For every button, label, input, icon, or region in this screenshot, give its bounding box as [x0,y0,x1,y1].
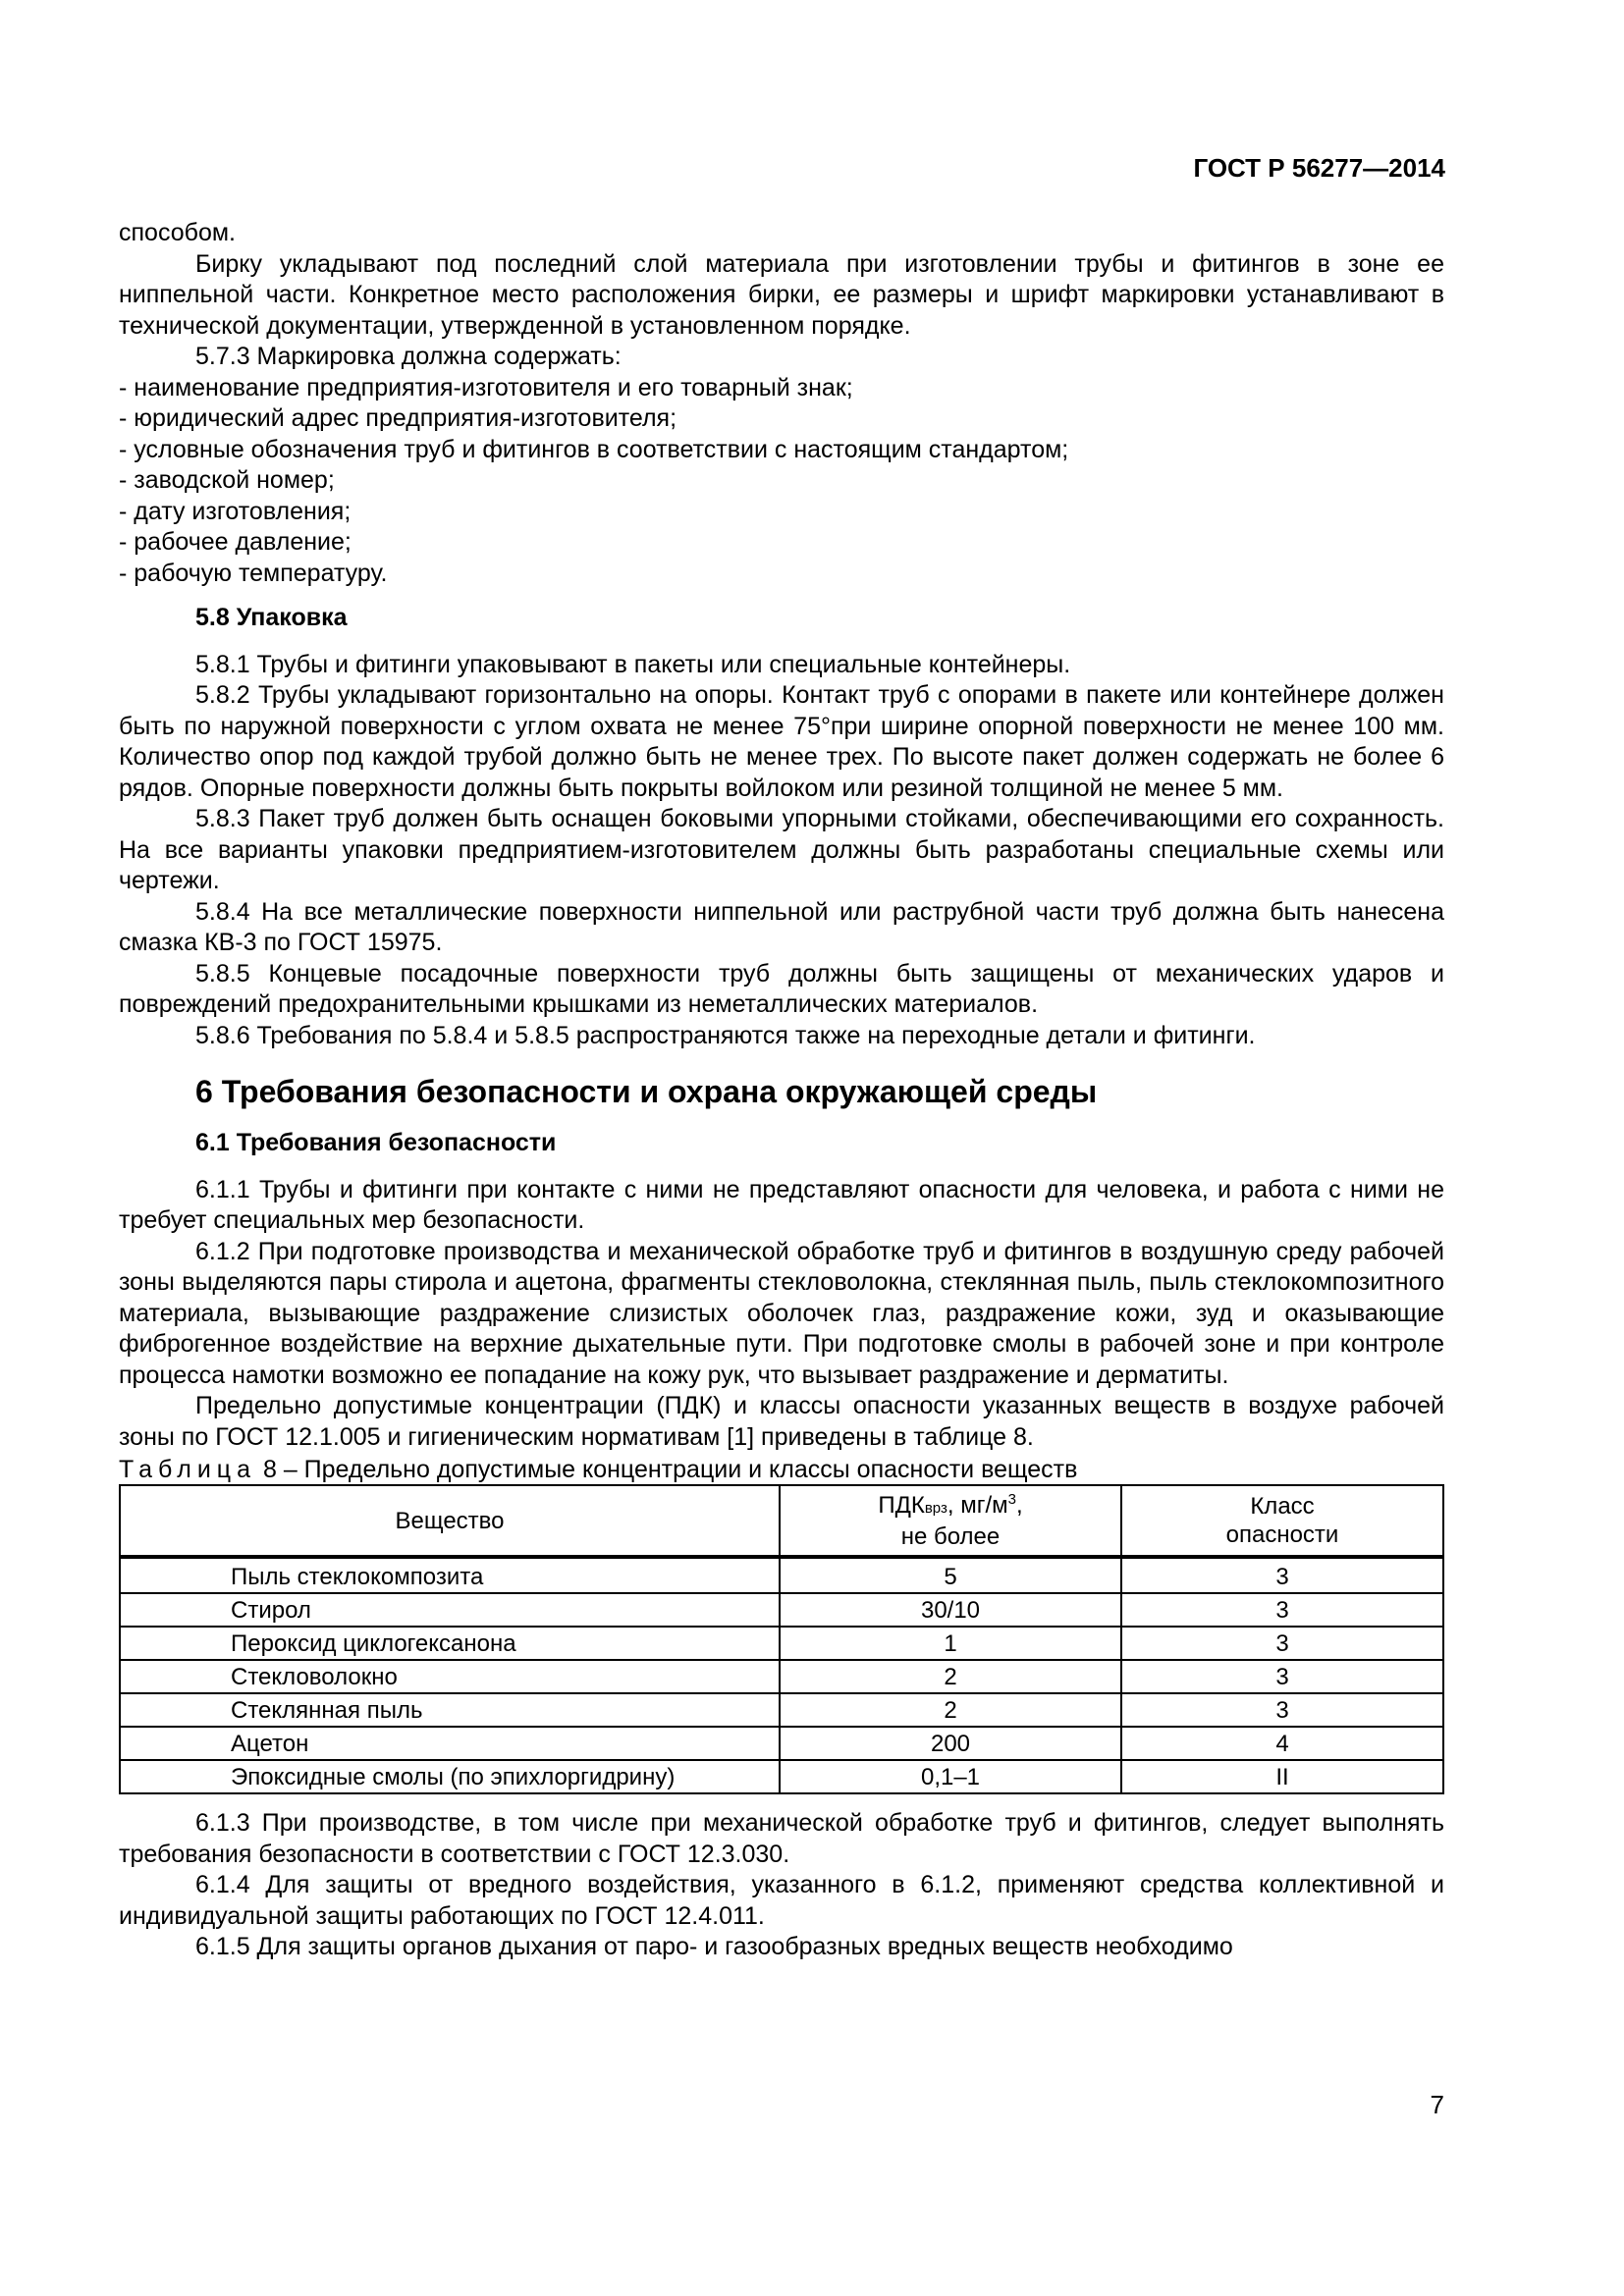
list-item: - юридический адрес предприятия-изготовителя; [119,404,677,432]
list-item: - рабочее давление; [119,528,352,556]
header-pdk [780,1485,1121,1557]
cell-substance: Эпоксидные смолы (по эпихлоргидрину) [120,1760,780,1793]
header-class [1121,1485,1443,1557]
section-heading-6: 6 Требования безопасности и охрана окружающей среды [195,1074,1098,1109]
header-pdk-tail: , [1015,1491,1023,1519]
cell-pdk: 1 [780,1627,1121,1660]
paragraph-continuation: способом. [119,219,236,246]
header-pdk-line2: не более [900,1522,1001,1550]
header-pdk-sup: 3 [1007,1490,1016,1508]
table-row [120,1727,1443,1760]
cell-pdk: 2 [780,1693,1121,1727]
table-caption-text: 8 – Предельно допустимые концентрации и классы опасности веществ [262,1456,1078,1483]
cell-pdk: 30/10 [780,1593,1121,1627]
table-header-row [120,1485,1443,1557]
cell-pdk: 200 [780,1727,1121,1760]
cell-pdk: 2 [780,1660,1121,1693]
header-substance: Вещество [120,1485,780,1557]
cell-class: II [1121,1760,1443,1793]
list-item: - дату изготовления; [119,497,352,525]
header-pdk-main: ПДК [878,1491,925,1519]
table-8 [119,1484,1444,1794]
paragraph-5-8-1: 5.8.1 Трубы и фитинги упаковывают в пакеты или специальные контейнеры. [195,650,1071,678]
header-pdk-unit: , мг/м [947,1491,1008,1519]
document-body [119,218,1444,1963]
header-pdk-sub: врз [924,1499,947,1517]
paragraph-6-1-4: 6.1.4 Для защиты от вредного воздействия, указанного в 6.1.2, применяют средства коллективной и индивидуальной защиты работающих по ГОСТ 12.4.011. [119,1871,1444,1930]
cell-substance: Стирол [120,1593,780,1627]
cell-class: 4 [1121,1727,1443,1760]
section-heading-6-1: 6.1 Требования безопасности [195,1129,557,1156]
list-item: - рабочую температуру. [119,559,388,587]
section-heading-5-8: 5.8 Упаковка [195,604,348,631]
table-row [120,1660,1443,1693]
cell-pdk: 5 [780,1557,1121,1593]
paragraph-5-8-5: 5.8.5 Концевые посадочные поверхности труб должны быть защищены от механических ударов и повреждений предохранительными крышками из неметаллических материалов. [119,959,1444,1018]
paragraph-pdk: Предельно допустимые концентрации (ПДК) и классы опасности указанных веществ в воздухе рабочей зоны по ГОСТ 12.1.005 и гигиеническим нормативам [1] приведены в таблице 8. [119,1392,1444,1451]
cell-class: 3 [1121,1593,1443,1627]
paragraph-5-7-3: 5.7.3 Маркировка должна содержать: [195,343,622,370]
header-class-line1: Класс [1250,1493,1315,1520]
paragraph-6-1-1: 6.1.1 Трубы и фитинги при контакте с ними не представляют опасности для человека, и работа с ними не требует специальных мер безопасности. [119,1175,1444,1234]
paragraph-6-1-5: 6.1.5 Для защиты органов дыхания от паро- и газообразных вредных веществ необходимо [195,1933,1233,1960]
cell-class: 3 [1121,1627,1443,1660]
cell-pdk: 0,1–1 [780,1760,1121,1793]
cell-class: 3 [1121,1557,1443,1593]
paragraph-6-1-3: 6.1.3 При производстве, в том числе при механической обработке труб и фитингов, следует выполнять требования безопасности в соответствии с ГОСТ 12.3.030. [119,1809,1444,1868]
header-class-line2: опасности [1225,1522,1339,1548]
paragraph-5-8-4: 5.8.4 На все металлические поверхности ниппельной или раструбной части труб должна быть нанесена смазка КВ-3 по ГОСТ 15975. [119,897,1444,956]
table-row [120,1627,1443,1660]
list-item: - условные обозначения труб и фитингов в соответствии с настоящим стандартом; [119,435,1069,463]
cell-substance: Стекловолокно [120,1660,780,1693]
paragraph-5-8-6: 5.8.6 Требования по 5.8.4 и 5.8.5 распространяются также на переходные детали и фитинги. [195,1021,1256,1049]
cell-substance: Пероксид циклогексанона [120,1627,780,1660]
list-item: - наименование предприятия-изготовителя и его товарный знак; [119,373,853,401]
page-number: 7 [1430,2090,1444,2119]
table-row [120,1593,1443,1627]
paragraph-5-8-3: 5.8.3 Пакет труб должен быть оснащен боковыми упорными стойками, обеспечивающими его сохранность. На все варианты упаковки предприятием-изготовителем должны быть разработаны специальные схемы или чертежи. [119,805,1444,894]
table-row [120,1760,1443,1793]
cell-class: 3 [1121,1693,1443,1727]
cell-substance: Стеклянная пыль [120,1693,780,1727]
table-caption-word: Таблица [119,1456,257,1483]
table-row [120,1693,1443,1727]
table-row [120,1557,1443,1593]
cell-substance: Ацетон [120,1727,780,1760]
table-caption [119,1455,1444,1484]
document-code: ГОСТ Р 56277—2014 [1193,153,1445,183]
list-item: - заводской номер; [119,466,335,494]
paragraph-5-8-2: 5.8.2 Трубы укладывают горизонтально на опоры. Контакт труб с опорами в пакете или контейнере должен быть по наружной поверхности с углом охвата не менее 75°при ширине опорной поверхности не менее 100 мм. Количество опор под каждой трубой должно быть не менее трех. По высоте пакет должен содержать не более 6 рядов. Опорные поверхности должны быть покрыты войлоком или резиной толщиной не менее 5 мм. [119,681,1444,802]
cell-substance: Пыль стеклокомпозита [120,1557,780,1593]
paragraph-6-1-2: 6.1.2 При подготовке производства и механической обработке труб и фитингов в воздушную среду рабочей зоны выделяются пары стирола и ацетона, фрагменты стекловолокна, стеклянная пыль, пыль стеклокомпозитного материала, вызывающие раздражение слизистых оболочек глаз, раздражение кожи, зуд и оказывающие фиброгенное воздействие на верхние дыхательные пути. При подготовке смолы в рабочей зоне и при контроле процесса намотки возможно ее попадание на кожу рук, что вызывает раздражение и дерматиты. [119,1237,1444,1389]
paragraph-tag: Бирку укладывают под последний слой материала при изготовлении трубы и фитингов в зоне ее ниппельной части. Конкретное место расположения бирки, ее размеры и шрифт маркировки устанавливают в технической документации, утвержденной в установленном порядке. [119,249,1444,340]
cell-class: 3 [1121,1660,1443,1693]
